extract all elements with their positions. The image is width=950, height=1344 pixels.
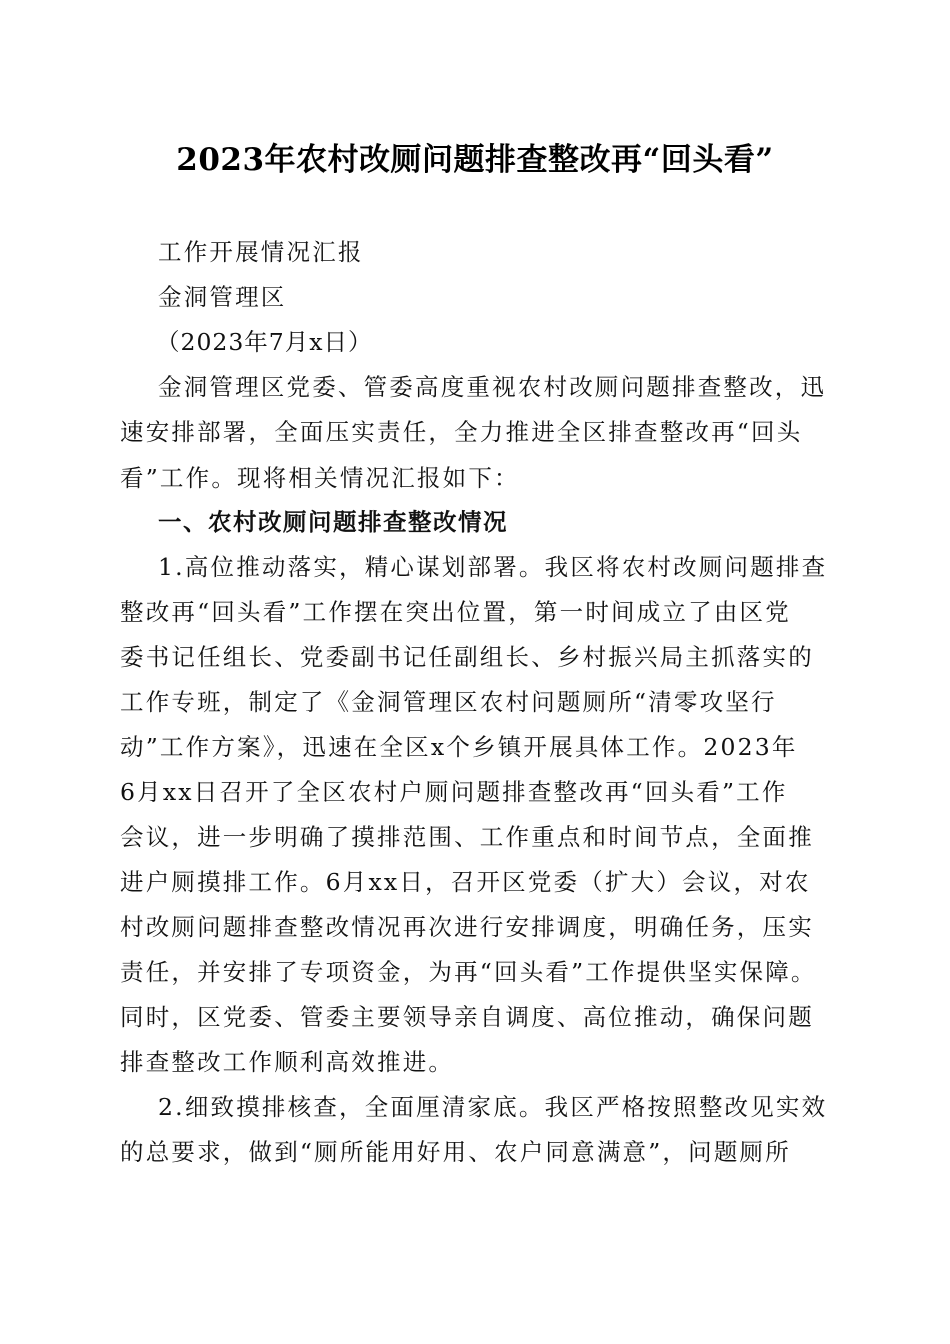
- paragraph-line: 速安排部署，全面压实责任，全力推进全区排查整改再“回头: [120, 418, 803, 446]
- paragraph-line: 排查整改工作顺利高效推进。: [120, 1048, 455, 1076]
- paragraph-line: 1.高位推动落实，精心谋划部署。我区将农村改厕问题排查: [158, 553, 828, 581]
- paragraph-line: 整改再“回头看”工作摆在突出位置，第一时间成立了由区党: [120, 598, 791, 626]
- paragraph-line: 会议，进一步明确了摸排范围、工作重点和时间节点，全面推: [120, 823, 814, 851]
- paragraph-line: 2.细致摸排核查，全面厘清家底。我区严格按照整改见实效: [158, 1093, 828, 1121]
- paragraph-line: 村改厕问题排查整改情况再次进行安排调度，明确任务，压实: [120, 913, 814, 941]
- report-date: （2023年7月x日）: [156, 328, 373, 356]
- paragraph-line: 同时，区党委、管委主要领导亲自调度、高位推动，确保问题: [120, 1003, 814, 1031]
- paragraph-line: 6月xx日召开了全区农村户厕问题排查整改再“回头看”工作: [120, 778, 788, 806]
- paragraph-line: 进户厕摸排工作。6月xx日，召开区党委（扩大）会议，对农: [120, 868, 811, 896]
- document-subtitle: 工作开展情况汇报: [158, 238, 364, 266]
- paragraph-line: 工作专班，制定了《金洞管理区农村问题厕所“清零攻坚行: [120, 688, 777, 716]
- paragraph-line: 看”工作。现将相关情况汇报如下：: [120, 464, 520, 492]
- paragraph-line: 委书记任组长、党委副书记任副组长、乡村振兴局主抓落实的: [120, 643, 814, 671]
- paragraph-line: 动”工作方案》，迅速在全区x个乡镇开展具体工作。2023年: [120, 733, 798, 761]
- document-title: 2023年农村改厕问题排查整改再“回头看”: [176, 142, 774, 178]
- section-heading: 一、农村改厕问题排查整改情况: [158, 508, 508, 536]
- organization-name: 金洞管理区: [158, 283, 287, 311]
- paragraph-line: 责任，并安排了专项资金，为再“回头看”工作提供坚实保障。: [120, 958, 817, 986]
- paragraph-line: 的总要求，做到“厕所能用好用、农户同意满意”，问题厕所: [120, 1138, 791, 1166]
- paragraph-line: 金洞管理区党委、管委高度重视农村改厕问题排查整改，迅: [158, 373, 827, 401]
